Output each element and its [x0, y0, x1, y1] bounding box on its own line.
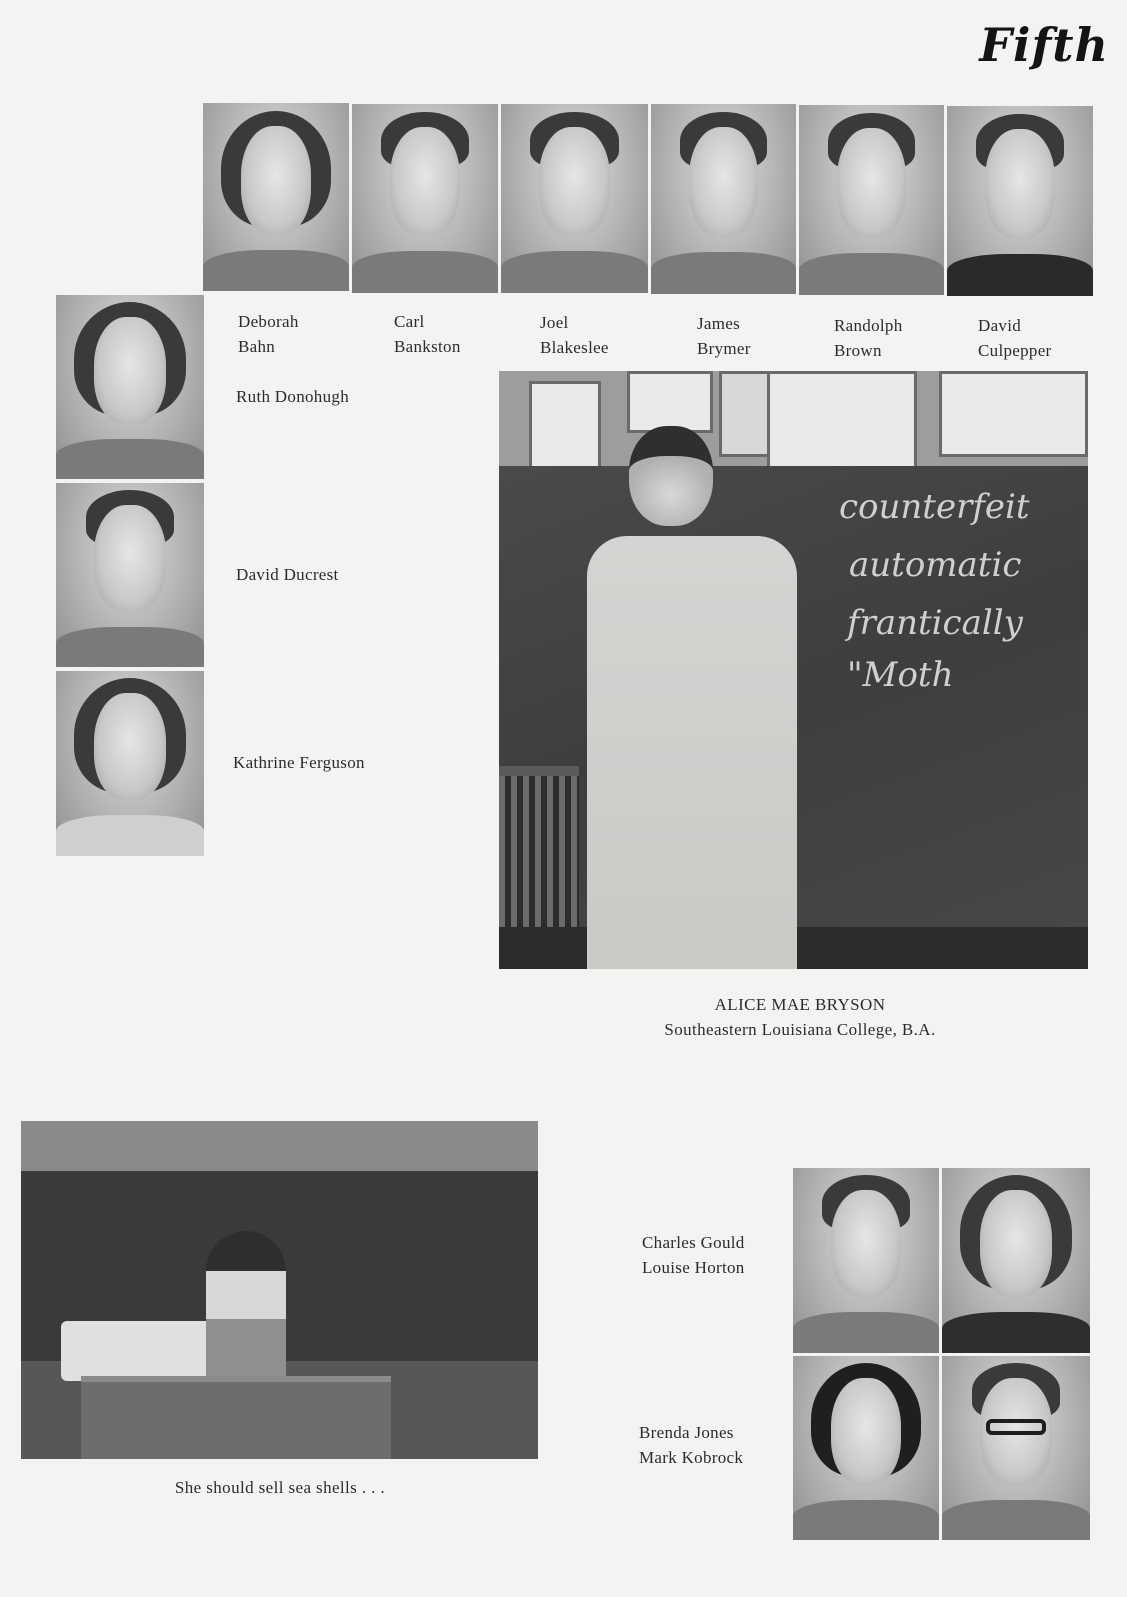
first-name: Deborah: [238, 312, 299, 331]
first-name: Joel: [540, 313, 569, 332]
name-randolph-brown: [834, 313, 903, 363]
names-group-2: [639, 1420, 743, 1470]
portrait-kathrine-ferguson: [56, 671, 204, 856]
candid-classroom-photo: [21, 1121, 538, 1459]
portrait-charles-gould: [793, 1168, 939, 1353]
wall-poster-help: [939, 371, 1088, 457]
names-group-1: [642, 1230, 745, 1280]
name-ruth-donohugh: Ruth Donohugh: [236, 387, 349, 406]
portrait-joel-blakeslee: [501, 104, 648, 293]
last-name: Bankston: [394, 337, 461, 356]
teacher-degree: Southeastern Louisiana College, B.A.: [664, 1020, 936, 1039]
portrait-mark-kobrock: [942, 1356, 1090, 1540]
last-name: Brymer: [697, 339, 751, 358]
portrait-deborah-bahn: [203, 103, 349, 291]
teacher-name: ALICE MAE BRYSON: [714, 995, 886, 1014]
portrait-ruth-donohugh: [56, 295, 204, 479]
first-name: David: [978, 316, 1022, 335]
portrait-carl-bankston: [352, 104, 498, 293]
name-charles-gould: Charles Gould: [642, 1233, 745, 1252]
name-carl-bankston: [394, 309, 461, 359]
page-title: Fifth: [979, 18, 1109, 72]
portrait-james-brymer: [651, 104, 796, 294]
portrait-david-ducrest: [56, 483, 204, 667]
first-name: Randolph: [834, 316, 903, 335]
name-deborah-bahn: [238, 309, 299, 359]
glasses-icon: [986, 1419, 1045, 1436]
teacher-caption: [600, 992, 1000, 1042]
last-name: Brown: [834, 341, 882, 360]
first-name: James: [697, 314, 741, 333]
teacher-figure: [587, 426, 797, 969]
name-joel-blakeslee: [540, 310, 609, 360]
name-david-ducrest: David Ducrest: [236, 565, 339, 584]
portrait-david-culpepper: [947, 106, 1093, 296]
name-louise-horton: Louise Horton: [642, 1258, 745, 1277]
name-mark-kobrock: Mark Kobrock: [639, 1448, 744, 1467]
teacher-photo: [499, 371, 1088, 969]
wall-poster: [627, 371, 713, 433]
chalk-word: counterfeit: [839, 487, 1030, 527]
name-james-brymer: [697, 311, 751, 361]
name-brenda-jones: Brenda Jones: [639, 1423, 734, 1442]
chalk-word: automatic: [849, 545, 1022, 585]
last-name: Bahn: [238, 337, 276, 356]
portrait-louise-horton: [942, 1168, 1090, 1353]
last-name: Culpepper: [978, 341, 1052, 360]
portrait-brenda-jones: [793, 1356, 939, 1540]
last-name: Blakeslee: [540, 338, 609, 357]
first-name: Carl: [394, 312, 425, 331]
candid-caption: She should sell sea shells . . .: [174, 1478, 386, 1497]
chalk-word: frantically "Moth: [847, 603, 1023, 695]
name-kathrine-ferguson: Kathrine Ferguson: [233, 753, 365, 772]
portrait-randolph-brown: [799, 105, 944, 295]
name-david-culpepper: [978, 313, 1052, 363]
